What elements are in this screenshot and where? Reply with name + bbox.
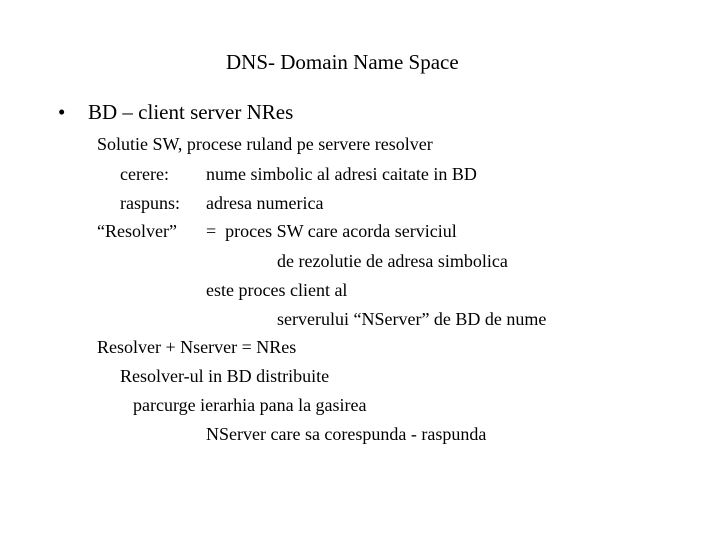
line-proces-client: este proces client al xyxy=(206,280,348,300)
line-solutie: Solutie SW, procese ruland pe servere resolver xyxy=(97,134,433,154)
bullet-marker: • xyxy=(58,100,66,124)
line-cerere-value: nume simbolic al adresi caitate in BD xyxy=(206,164,477,184)
line-raspuns-value: adresa numerica xyxy=(206,193,324,213)
line-rezolutie: de rezolutie de adresa simbolica xyxy=(277,251,508,271)
bullet-heading: BD – client server NRes xyxy=(88,100,294,124)
line-nserver-raspunda: NServer care sa corespunda - raspunda xyxy=(206,424,487,444)
line-resolver-nserver: Resolver + Nserver = NRes xyxy=(97,337,297,357)
line-serverului: serverului “NServer” de BD de nume xyxy=(277,309,547,329)
line-cerere-label: cerere: xyxy=(120,164,169,184)
line-resolver-ul: Resolver-ul in BD distribuite xyxy=(120,366,330,386)
line-parcurge: parcurge ierarhia pana la gasirea xyxy=(133,395,367,415)
line-resolver-label: “Resolver” xyxy=(97,221,177,241)
slide-title: DNS- Domain Name Space xyxy=(226,50,459,74)
line-resolver-value: = proces SW care acorda serviciul xyxy=(206,221,457,241)
line-raspuns-label: raspuns: xyxy=(120,193,180,213)
